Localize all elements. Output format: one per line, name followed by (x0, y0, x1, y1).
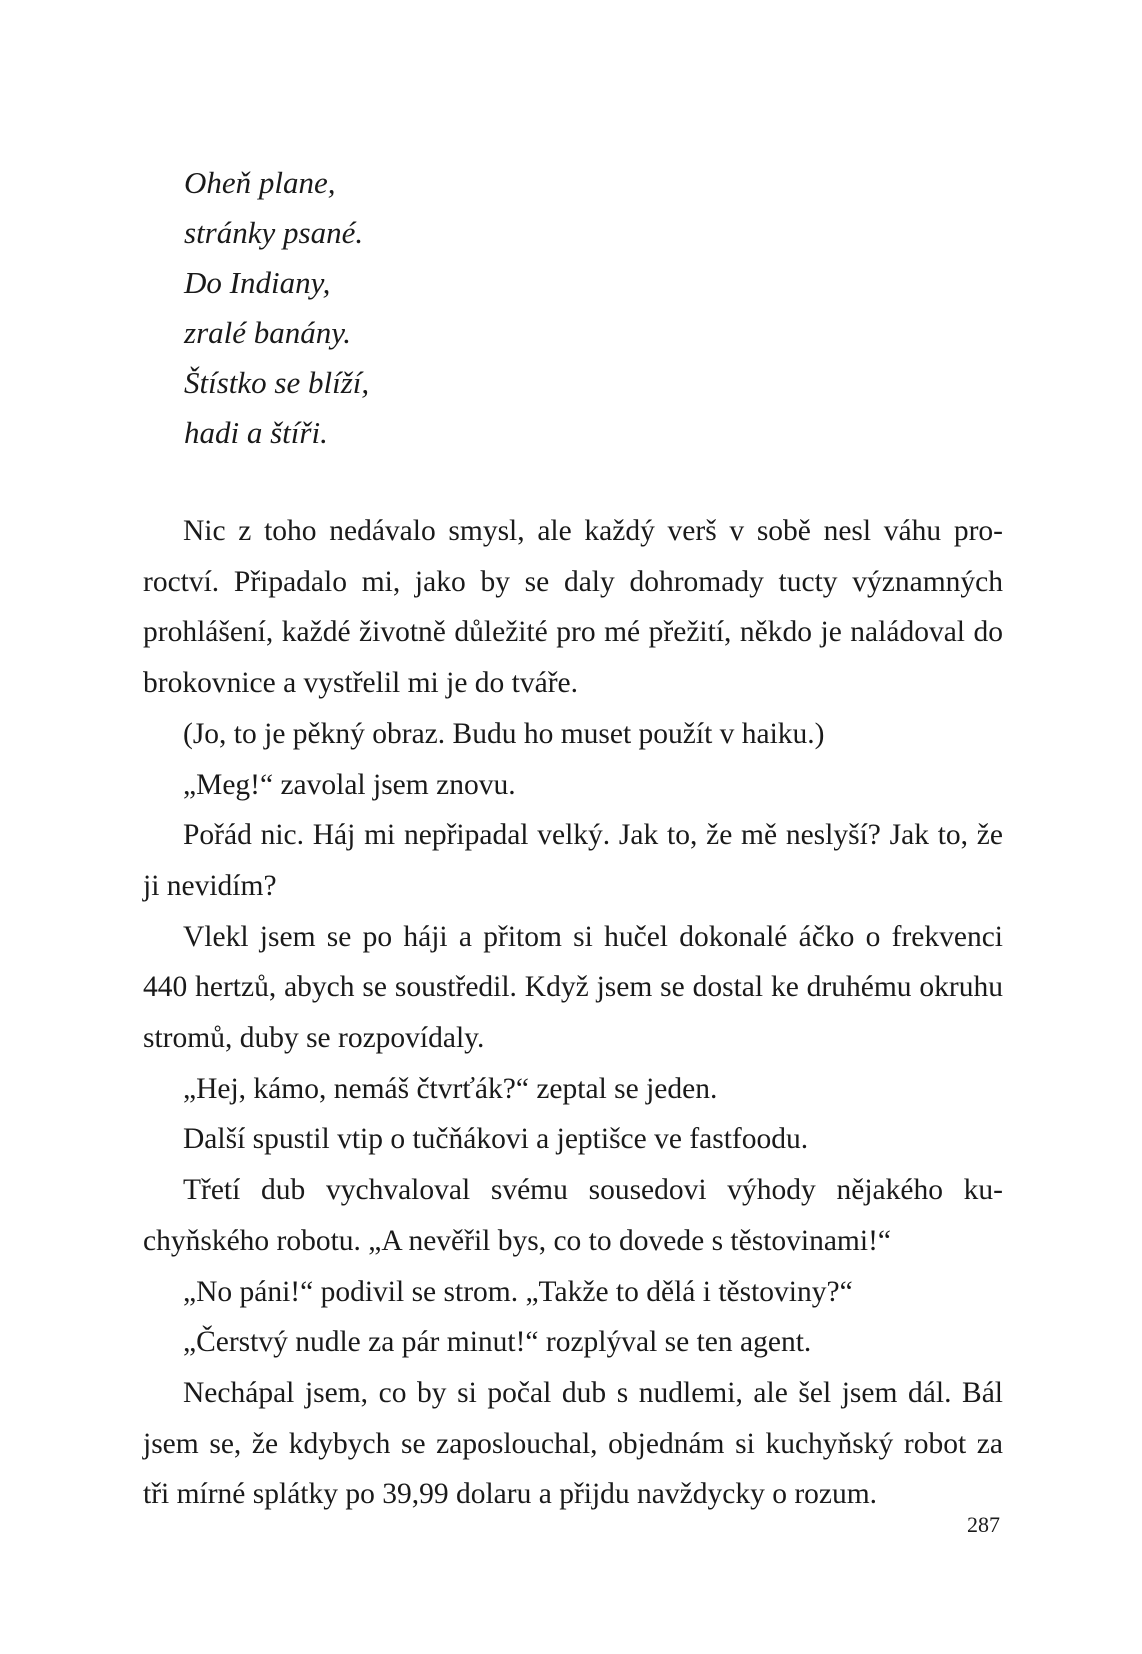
poem-line: zralé banány. (184, 315, 352, 350)
page-number: 287 (967, 1512, 1000, 1537)
body-text (143, 506, 1003, 1520)
paragraph: Pořád nic. Háj mi nepřipadal velký. Jak to, že mě neslyší? Jak to, že ji nevidím? (143, 819, 1003, 902)
paragraph: Další spustil vtip o tučňákovi a jeptišce ve fastfoodu. (183, 1123, 809, 1156)
poem-line: stránky psané. (184, 215, 364, 250)
paragraph: „No páni!“ podivil se strom. „Takže to dělá i těstoviny?“ (183, 1275, 853, 1308)
paragraph: Vlekl jsem se po háji a přitom si hučel dokonalé áčko o frekvenci 440 hertzů, abych se soustředil. Když jsem se dostal ke druhému okruhu stromů, duby se rozpovídaly. (143, 920, 1003, 1055)
paragraph: Třetí dub vychvaloval svému sousedovi výhody nějakého kuchyňského robotu. „A nevěřil bys, co to dovede s těstovinami!“ (143, 1174, 1003, 1257)
paragraph: (Jo, to je pěkný obraz. Budu ho muset použít v haiku.) (183, 717, 825, 750)
paragraph: „Meg!“ zavolal jsem znovu. (183, 768, 516, 801)
poem-stanza (184, 158, 884, 458)
poem-line: Štístko se blíží, (184, 365, 370, 400)
poem-line: Do Indiany, (184, 265, 331, 300)
paragraph: Nechápal jsem, co by si počal dub s nudlemi, ale šel jsem dál. Bál jsem se, že kdybych se zaposlouchal, objednám si kuchyňský robot za tři mírné splátky po 39,99 dolaru a přijdu navždycky o rozum. (143, 1376, 1003, 1511)
paragraph: „Hej, kámo, nemáš čtvrťák?“ zeptal se jeden. (183, 1072, 718, 1105)
paragraph: „Čerstvý nudle za pár minut!“ rozplýval se ten agent. (183, 1326, 812, 1359)
poem-line: Oheň plane, (184, 165, 336, 200)
poem-line: hadi a štíři. (184, 415, 328, 450)
paragraph: Nic z toho nedávalo smysl, ale každý verš v sobě nesl váhu proroctví. Připadalo mi, jako by se daly dohromady tucty významných prohlášení, každé životně důležité pro mé přežití, někdo je naládoval do brokovnice a vystřelil mi je do tváře. (143, 515, 1003, 700)
